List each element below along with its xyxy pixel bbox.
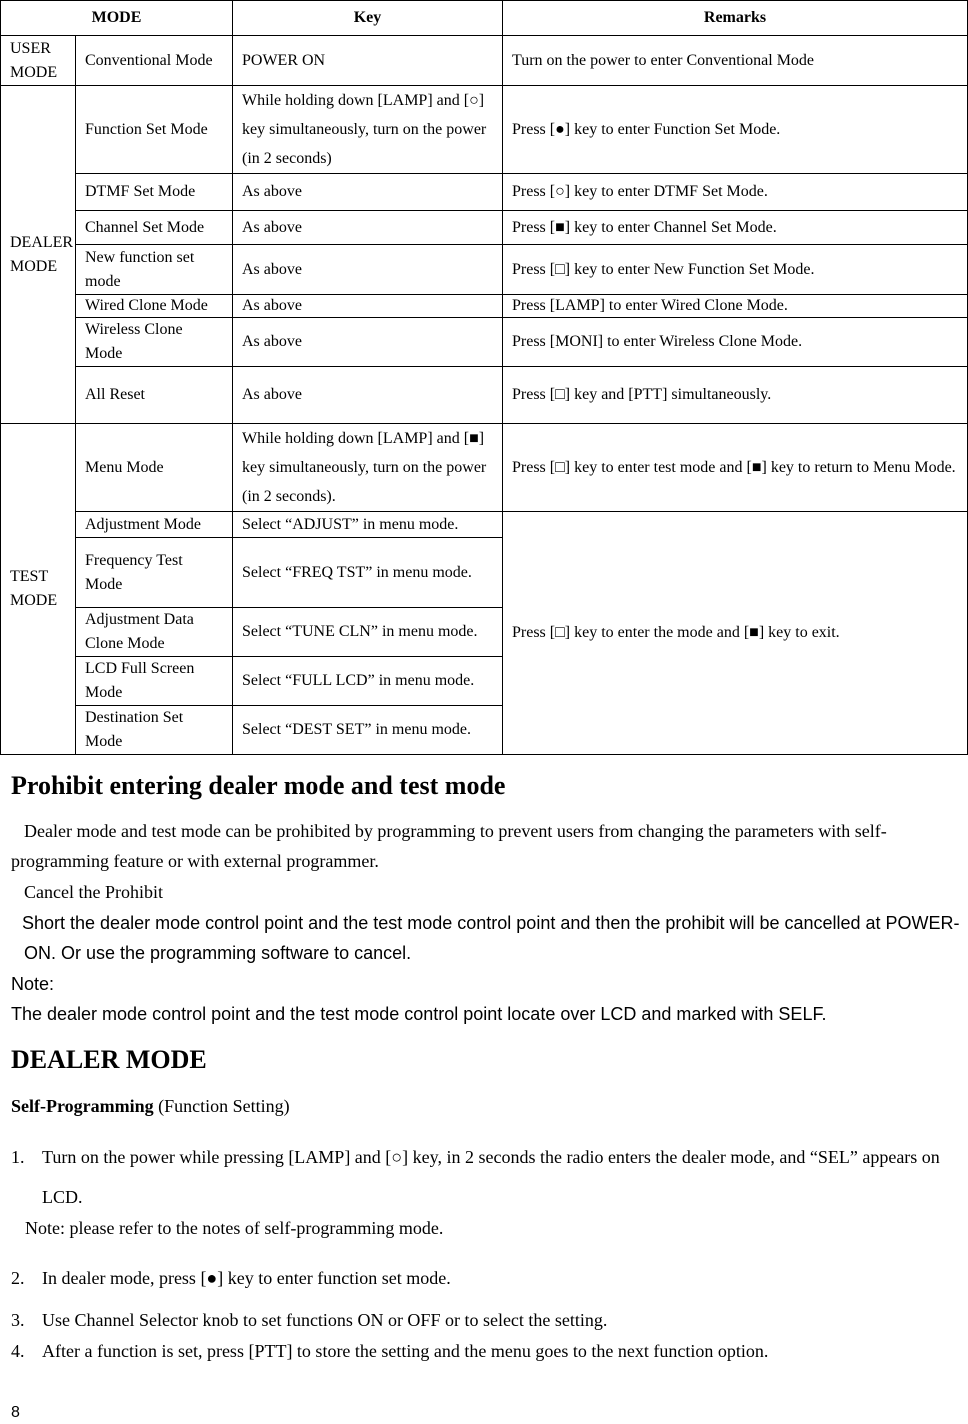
mode-remark: Press [○] key to enter DTMF Set Mode. xyxy=(503,174,968,211)
mode-remark: Press [■] key to enter Channel Set Mode. xyxy=(503,211,968,245)
table-row xyxy=(1,424,968,512)
table-row xyxy=(1,318,968,367)
subtitle-rest: (Function Setting) xyxy=(153,1096,290,1116)
step-number: 1. xyxy=(11,1147,25,1167)
prohibit-description: Dealer mode and test mode can be prohibited by programming to prevent users from changing the parameters with self-programming feature or with external programmer. xyxy=(11,821,887,871)
mode-remark: Press [□] key to enter New Function Set Mode. xyxy=(503,245,968,295)
dealer-mode-title: DEALER MODE xyxy=(11,1045,207,1074)
mode-key: While holding down [LAMP] and [■] key simultaneously, turn on the power (in 2 seconds). xyxy=(233,424,503,512)
header-key: Key xyxy=(233,1,503,36)
mode-name: Wireless Clone Mode xyxy=(76,318,233,367)
mode-remark: Press [MONI] to enter Wireless Clone Mode. xyxy=(503,318,968,367)
mode-name: DTMF Set Mode xyxy=(76,174,233,211)
step-number: 4. xyxy=(11,1341,25,1361)
mode-name: Function Set Mode xyxy=(76,86,233,174)
mode-key: Select “FREQ TST” in menu mode. xyxy=(233,538,503,608)
cancel-prohibit-label: Cancel the Prohibit xyxy=(24,882,163,902)
mode-remark: Turn on the power to enter Conventional Mode xyxy=(503,36,968,86)
table-row xyxy=(1,512,968,538)
subtitle-bold: Self-Programming xyxy=(11,1096,154,1116)
mode-key: Select “TUNE CLN” in menu mode. xyxy=(233,608,503,657)
list-item xyxy=(11,1137,966,1217)
step-text: In dealer mode, press [●] key to enter function set mode. xyxy=(42,1268,451,1288)
mode-name: Frequency Test Mode xyxy=(76,538,233,608)
mode-key: While holding down [LAMP] and [○] key simultaneously, turn on the power (in 2 seconds) xyxy=(233,86,503,174)
mode-key: As above xyxy=(233,174,503,211)
mode-remark: Press [LAMP] to enter Wired Clone Mode. xyxy=(503,295,968,318)
mode-group-user: USER MODE xyxy=(1,36,76,86)
header-mode: MODE xyxy=(1,1,233,36)
mode-key: Select “ADJUST” in menu mode. xyxy=(233,512,503,538)
header-remarks: Remarks xyxy=(503,1,968,36)
mode-key: As above xyxy=(233,295,503,318)
mode-name: Menu Mode xyxy=(76,424,233,512)
note-label: Note: xyxy=(11,974,55,994)
mode-name: All Reset xyxy=(76,367,233,424)
table-row xyxy=(1,86,968,174)
mode-group-dealer: DEALER MODE xyxy=(1,86,76,424)
mode-name: Wired Clone Mode xyxy=(76,295,233,318)
mode-key: Select “FULL LCD” in menu mode. xyxy=(233,657,503,706)
table-row xyxy=(1,295,968,318)
table-row xyxy=(1,367,968,424)
table-row xyxy=(1,174,968,211)
mode-key: As above xyxy=(233,318,503,367)
mode-name: New function set mode xyxy=(76,245,233,295)
mode-name: LCD Full Screen Mode xyxy=(76,657,233,706)
mode-key: As above xyxy=(233,367,503,424)
mode-remark: Press [□] key and [PTT] simultaneously. xyxy=(503,367,968,424)
mode-key: As above xyxy=(233,211,503,245)
mode-name: Channel Set Mode xyxy=(76,211,233,245)
note-text: The dealer mode control point and the test mode control point locate over LCD and marked with SELF. xyxy=(11,1004,827,1024)
mode-key: Select “DEST SET” in menu mode. xyxy=(233,706,503,755)
mode-name: Adjustment Mode xyxy=(76,512,233,538)
mode-name: Conventional Mode xyxy=(76,36,233,86)
mode-remark: Press [□] key to enter test mode and [■] key to return to Menu Mode. xyxy=(503,424,968,512)
mode-remark-shared: Press [□] key to enter the mode and [■] key to exit. xyxy=(503,512,968,755)
table-header-row xyxy=(1,1,968,36)
table-row xyxy=(1,211,968,245)
table-row xyxy=(1,36,968,86)
mode-key: POWER ON xyxy=(233,36,503,86)
mode-key: As above xyxy=(233,245,503,295)
mode-remark: Press [●] key to enter Function Set Mode. xyxy=(503,86,968,174)
step-text: Turn on the power while pressing [LAMP] and [○] key, in 2 seconds the radio enters the dealer mode, and “SEL” appears on LCD. xyxy=(42,1147,940,1207)
step-number: 3. xyxy=(11,1310,25,1330)
step-number: 2. xyxy=(11,1268,25,1288)
page-number: 8 xyxy=(11,1404,20,1421)
mode-group-test: TEST MODE xyxy=(1,424,76,755)
cancel-prohibit-text: Short the dealer mode control point and the test mode control point and then the prohibit will be cancelled at POWER-ON. Or use the programming software to cancel. xyxy=(22,913,960,963)
prohibit-title: Prohibit entering dealer mode and test mode xyxy=(11,771,506,800)
list-item xyxy=(11,1258,966,1298)
table-row xyxy=(1,245,968,295)
mode-name: Destination Set Mode xyxy=(76,706,233,755)
step-text: After a function is set, press [PTT] to store the setting and the menu goes to the next function option. xyxy=(42,1341,769,1361)
list-item xyxy=(11,1331,966,1371)
step-note: Note: please refer to the notes of self-programming mode. xyxy=(25,1218,444,1238)
step-text: Use Channel Selector knob to set functions ON or OFF or to select the setting. xyxy=(42,1310,608,1330)
mode-name: Adjustment Data Clone Mode xyxy=(76,608,233,657)
self-programming-subtitle xyxy=(11,1091,290,1121)
